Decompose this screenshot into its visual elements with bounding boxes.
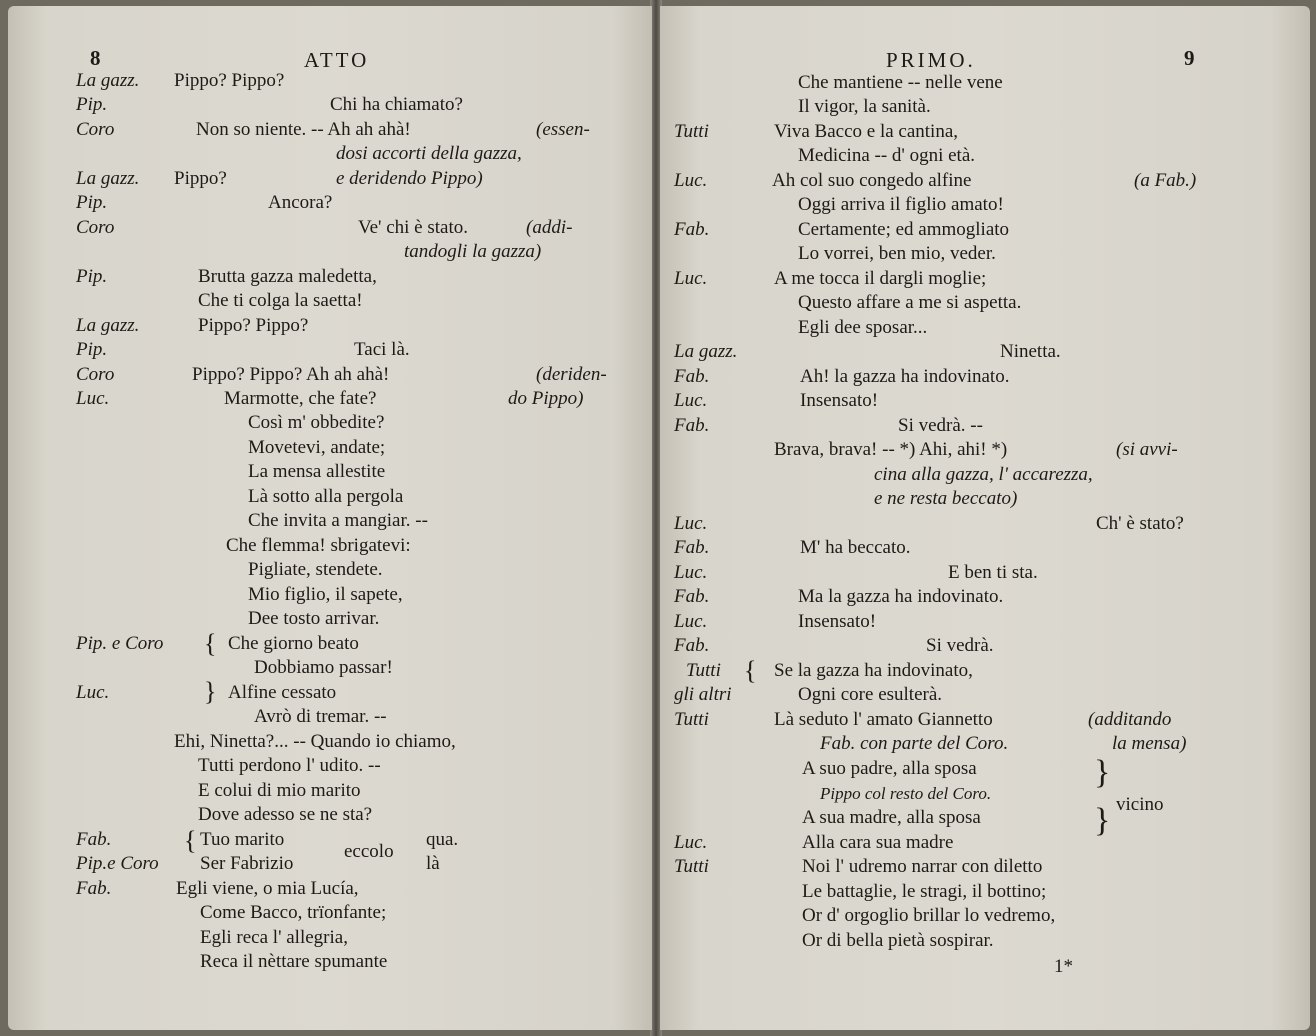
verse-line: Insensato! xyxy=(800,390,879,411)
verse-line: A suo padre, alla sposa xyxy=(802,758,977,779)
signature-mark: 1* xyxy=(1054,956,1073,977)
verse-line: Che invita a mangiar. -- xyxy=(248,510,428,531)
verse-line: Pippo? xyxy=(174,168,227,189)
aside: qua. xyxy=(426,829,459,850)
speaker-label: Coro xyxy=(76,364,115,385)
verse-line: Tuo marito xyxy=(200,829,285,850)
verse-line: Non so niente. -- Ah ah ahà! xyxy=(196,119,411,140)
verse-line: Medicina -- d' ogni età. xyxy=(798,145,976,166)
stage-direction: Fab. con parte del Coro. xyxy=(820,733,1009,754)
speaker-label: Coro xyxy=(76,217,115,238)
verse-line: Ancora? xyxy=(268,192,333,213)
verse-line: Che ti colga la saetta! xyxy=(198,290,363,311)
verse-line: M' ha beccato. xyxy=(800,537,911,558)
verse-line: Insensato! xyxy=(798,611,877,632)
verse-line: Là seduto l' amato Giannetto xyxy=(774,709,993,730)
stage-direction: la mensa) xyxy=(1112,733,1187,754)
brace: } xyxy=(1094,802,1111,839)
verse-line: Alfine cessato xyxy=(228,682,337,703)
stage-direction: (additando xyxy=(1088,709,1172,730)
speaker-label: La gazz. xyxy=(76,168,140,189)
running-header-right: PRIMO. xyxy=(886,48,976,72)
verse-line: Il vigor, la sanità. xyxy=(798,96,931,117)
speaker-label: Coro xyxy=(76,119,115,140)
speaker-label: Pip. xyxy=(76,94,108,115)
speaker-label: Luc. xyxy=(76,388,110,409)
stage-direction: do Pippo) xyxy=(508,388,584,409)
speaker-label: Luc. xyxy=(674,611,708,632)
speaker-label: Luc. xyxy=(674,268,708,289)
speaker-label: La gazz. xyxy=(76,315,140,336)
verse-line: Egli reca l' allegria, xyxy=(200,927,348,948)
verse-line: Che giorno beato xyxy=(228,633,359,654)
verse-line: Oggi arriva il figlio amato! xyxy=(798,194,1004,215)
verse-line: Ah col suo congedo alfine xyxy=(772,170,972,191)
speaker-label: Luc. xyxy=(674,562,708,583)
stage-direction: Pippo col resto del Coro. xyxy=(820,784,992,803)
verse-line: Ch' è stato? xyxy=(1096,513,1184,534)
verse-line: Reca il nèttare spumante xyxy=(200,951,388,972)
verse-line: E colui di mio marito xyxy=(198,780,361,801)
verse-line: Mio figlio, il sapete, xyxy=(248,584,403,605)
stage-direction: e deridendo Pippo) xyxy=(336,168,483,189)
speaker-label: Fab. xyxy=(76,829,112,850)
brace: { xyxy=(744,656,757,685)
running-header-left: ATTO xyxy=(304,48,370,72)
stage-direction: (deriden- xyxy=(536,364,607,385)
verse-line: Movetevi, andate; xyxy=(248,437,386,458)
stage-direction: (si avvi- xyxy=(1116,439,1178,460)
stage-direction: tandogli la gazza) xyxy=(404,241,542,262)
speaker-label: La gazz. xyxy=(76,70,140,91)
right-page xyxy=(660,6,1310,1030)
page-number-right: 9 xyxy=(1184,46,1195,70)
aside: vicino xyxy=(1116,794,1164,815)
verse-line: Pippo? Pippo? xyxy=(174,70,285,91)
verse-line: Che mantiene -- nelle vene xyxy=(798,72,1003,93)
speaker-label: Luc. xyxy=(674,832,708,853)
verse-line: Là sotto alla pergola xyxy=(248,486,404,507)
verse-line: Come Bacco, trïonfante; xyxy=(200,902,387,923)
brace: { xyxy=(204,629,217,658)
aside: eccolo xyxy=(344,841,394,862)
speaker-label: Pip. xyxy=(76,266,108,287)
verse-line: Dee tosto arrivar. xyxy=(248,608,380,629)
verse-line: Dove adesso se ne sta? xyxy=(198,804,373,825)
verse-line: Che flemma! sbrigatevi: xyxy=(226,535,411,556)
verse-line: Si vedrà. xyxy=(926,635,994,656)
verse-line: Tutti perdono l' udito. -- xyxy=(198,755,381,776)
speaker-label: Luc. xyxy=(674,390,708,411)
brace: { xyxy=(184,826,197,855)
verse-line: Questo affare a me si aspetta. xyxy=(798,292,1022,313)
verse-line: Si vedrà. -- xyxy=(898,415,983,436)
verse-line: Ah! la gazza ha indovinato. xyxy=(800,366,1010,387)
verse-line: Brava, brava! -- *) Ahi, ahi! *) xyxy=(774,439,1008,460)
verse-line: La mensa allestite xyxy=(248,461,386,482)
speaker-label: Luc. xyxy=(76,682,110,703)
verse-line: Pippo? Pippo? Ah ah ahà! xyxy=(192,364,390,385)
brace: } xyxy=(1094,754,1111,791)
verse-line: Noi l' udremo narrar con diletto xyxy=(802,856,1043,877)
speaker-label: Luc. xyxy=(674,513,708,534)
speaker-label: Fab. xyxy=(76,878,112,899)
verse-line: Pippo? Pippo? xyxy=(198,315,309,336)
verse-line: Viva Bacco e la cantina, xyxy=(774,121,959,142)
speaker-label: Fab. xyxy=(674,586,710,607)
speaker-label: Tutti xyxy=(686,660,721,681)
speaker-label: Tutti xyxy=(674,121,709,142)
aside: là xyxy=(426,853,440,874)
verse-line: A sua madre, alla sposa xyxy=(802,807,981,828)
speaker-label: Tutti xyxy=(674,856,709,877)
verse-line: Chi ha chiamato? xyxy=(330,94,463,115)
verse-line: Ogni core esulterà. xyxy=(798,684,943,705)
speaker-label: Tutti xyxy=(674,709,709,730)
page-number-left: 8 xyxy=(90,46,101,70)
speaker-label: Pip. e Coro xyxy=(76,633,164,654)
verse-line: Or d' orgoglio brillar lo vedremo, xyxy=(802,905,1056,926)
verse-line: Così m' obbedite? xyxy=(248,412,385,433)
verse-line: Taci là. xyxy=(354,339,410,360)
verse-line: Avrò di tremar. -- xyxy=(254,706,387,727)
left-page xyxy=(8,6,652,1030)
stage-direction: (a Fab.) xyxy=(1134,170,1197,191)
verse-line: Egli dee sposar... xyxy=(798,317,928,338)
speaker-label: Pip. xyxy=(76,339,108,360)
verse-line: Brutta gazza maledetta, xyxy=(198,266,377,287)
stage-direction: cina alla gazza, l' accarezza, xyxy=(874,464,1093,485)
verse-line: Pigliate, stendete. xyxy=(248,559,383,580)
speaker-label: Pip. xyxy=(76,192,108,213)
brace: } xyxy=(204,677,217,706)
verse-line: Certamente; ed ammogliato xyxy=(798,219,1010,240)
verse-line: E ben ti sta. xyxy=(948,562,1038,583)
speaker-label: Fab. xyxy=(674,635,710,656)
speaker-label: Fab. xyxy=(674,366,710,387)
verse-line: Egli viene, o mia Lucía, xyxy=(176,878,359,899)
verse-line: Se la gazza ha indovinato, xyxy=(774,660,973,681)
verse-line: Ehi, Ninetta?... -- Quando io chiamo, xyxy=(174,731,456,752)
verse-line: Marmotte, che fate? xyxy=(224,388,377,409)
verse-line: Alla cara sua madre xyxy=(802,832,954,853)
speaker-label: Fab. xyxy=(674,537,710,558)
verse-line: Ve' chi è stato. xyxy=(358,217,469,238)
speaker-label: Fab. xyxy=(674,415,710,436)
verse-line: Le battaglie, le stragi, il bottino; xyxy=(802,881,1047,902)
verse-line: Lo vorrei, ben mio, veder. xyxy=(798,243,996,264)
stage-direction: (addi- xyxy=(526,217,573,238)
stage-direction: e ne resta beccato) xyxy=(874,488,1018,509)
speaker-label: La gazz. xyxy=(674,341,738,362)
speaker-label: Pip.e Coro xyxy=(76,853,159,874)
verse-line: Dobbiamo passar! xyxy=(254,657,393,678)
speaker-label: gli altri xyxy=(674,684,732,705)
speaker-label: Fab. xyxy=(674,219,710,240)
verse-line: Ma la gazza ha indovinato. xyxy=(798,586,1004,607)
speaker-label: Luc. xyxy=(674,170,708,191)
verse-line: A me tocca il dargli moglie; xyxy=(774,268,987,289)
verse-line: Ninetta. xyxy=(1000,341,1061,362)
stage-direction: (essen- xyxy=(536,119,590,140)
stage-direction: dosi accorti della gazza, xyxy=(336,143,522,164)
verse-line: Or di bella pietà sospirar. xyxy=(802,930,994,951)
verse-line: Ser Fabrizio xyxy=(200,853,294,874)
